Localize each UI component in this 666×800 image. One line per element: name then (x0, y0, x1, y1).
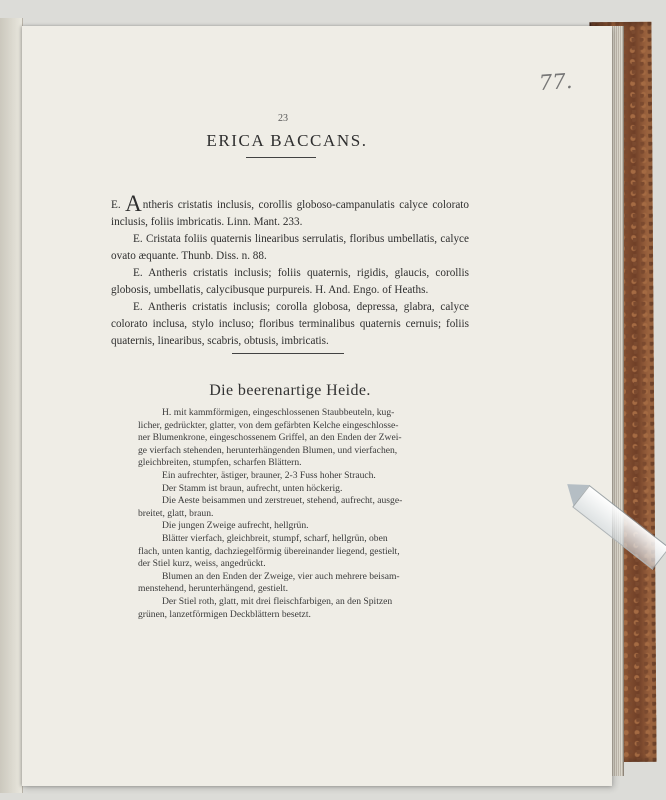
section-rule (232, 353, 344, 354)
german-line: der Stiel kurz, weiss, angedrückt. (138, 558, 266, 570)
german-line: Der Stiel roth, glatt, mit drei fleischfarbigen, an den Spitzen (162, 595, 393, 607)
latin-description (111, 191, 469, 350)
latin-paragraph (111, 191, 469, 231)
german-line: breitet, glatt, braun. (138, 507, 214, 519)
german-line: ge vierfach stehenden, herunterhängenden Blumen, und vierfachen, (138, 444, 398, 456)
german-line: menstehend, herunterhängend, gestielt. (138, 583, 288, 595)
german-line: Die jungen Zweige aufrecht, hellgrün. (162, 520, 309, 532)
page-title: ERICA BACCANS. (206, 131, 368, 150)
german-line: ner Blumenkrone, eingeschossenem Griffel, an den Enden der Zwei- (138, 432, 402, 444)
german-line: H. mit kammförmigen, eingeschlossenen Staubbeuteln, kug- (162, 407, 395, 418)
document-page (22, 26, 612, 786)
page-number: 23 (278, 113, 288, 124)
latin-first-prefix: E. (111, 199, 126, 211)
german-description (138, 407, 473, 621)
left-leaf (0, 18, 23, 793)
title-rule (246, 157, 316, 158)
german-line: Der Stamm ist braun, aufrecht, unten höckerig. (162, 482, 343, 494)
german-line: Blumen an den Enden der Zweige, vier auch mehrere beisam- (162, 570, 400, 582)
german-line: gleichbreiten, stumpfen, scharfen Blättern. (138, 457, 302, 469)
german-line: Die Aeste beisammen und zerstreuet, stehend, aufrecht, ausge- (162, 495, 403, 507)
german-line: flach, unten kantig, dachziegelförmig übereinander liegend, gestielt, (138, 545, 400, 557)
latin-paragraph: E. Antheris cristatis inclusis; foliis quaternis, rigidis, glaucis, corollis globosis, umbellatis, calycibusque purpureis. H. And. Engo. of Heaths. (111, 267, 469, 296)
folio-number: 77. (537, 68, 573, 96)
drop-cap: A (125, 191, 142, 216)
german-line: licher, gedrückter, glatter, von dem gefärbten Kelche eingeschlosse- (138, 419, 399, 431)
latin-first-text: ntheris cristatis inclusis, corollis globoso-campanulatis calyce colorato inclusis, foliis imbricatis. Linn. Mant. 233. (111, 199, 469, 228)
german-line: Ein aufrechter, ästiger, brauner, 2-3 Fuss hoher Strauch. (162, 469, 376, 481)
german-title: Die beerenartige Heide. (209, 382, 371, 399)
latin-paragraph: E. Cristata foliis quaternis linearibus serrulatis, floribus umbellatis, calyce ovato æquante. Thunb. Diss. n. 88. (111, 233, 469, 262)
german-line: Blätter vierfach, gleichbreit, stumpf, scharf, hellgrün, oben (162, 532, 388, 544)
german-line: grünen, lanzetförmigen Deckblättern besetzt. (138, 608, 311, 620)
latin-paragraph: E. Antheris cristatis inclusis; corolla globosa, depressa, glabra, calyce colorato inclusa, stylo incluso; floribus terminalibus quaternis cernuis; foliis quaternis, linearibus, scabris, obtusis, imbricatis. (111, 301, 469, 347)
